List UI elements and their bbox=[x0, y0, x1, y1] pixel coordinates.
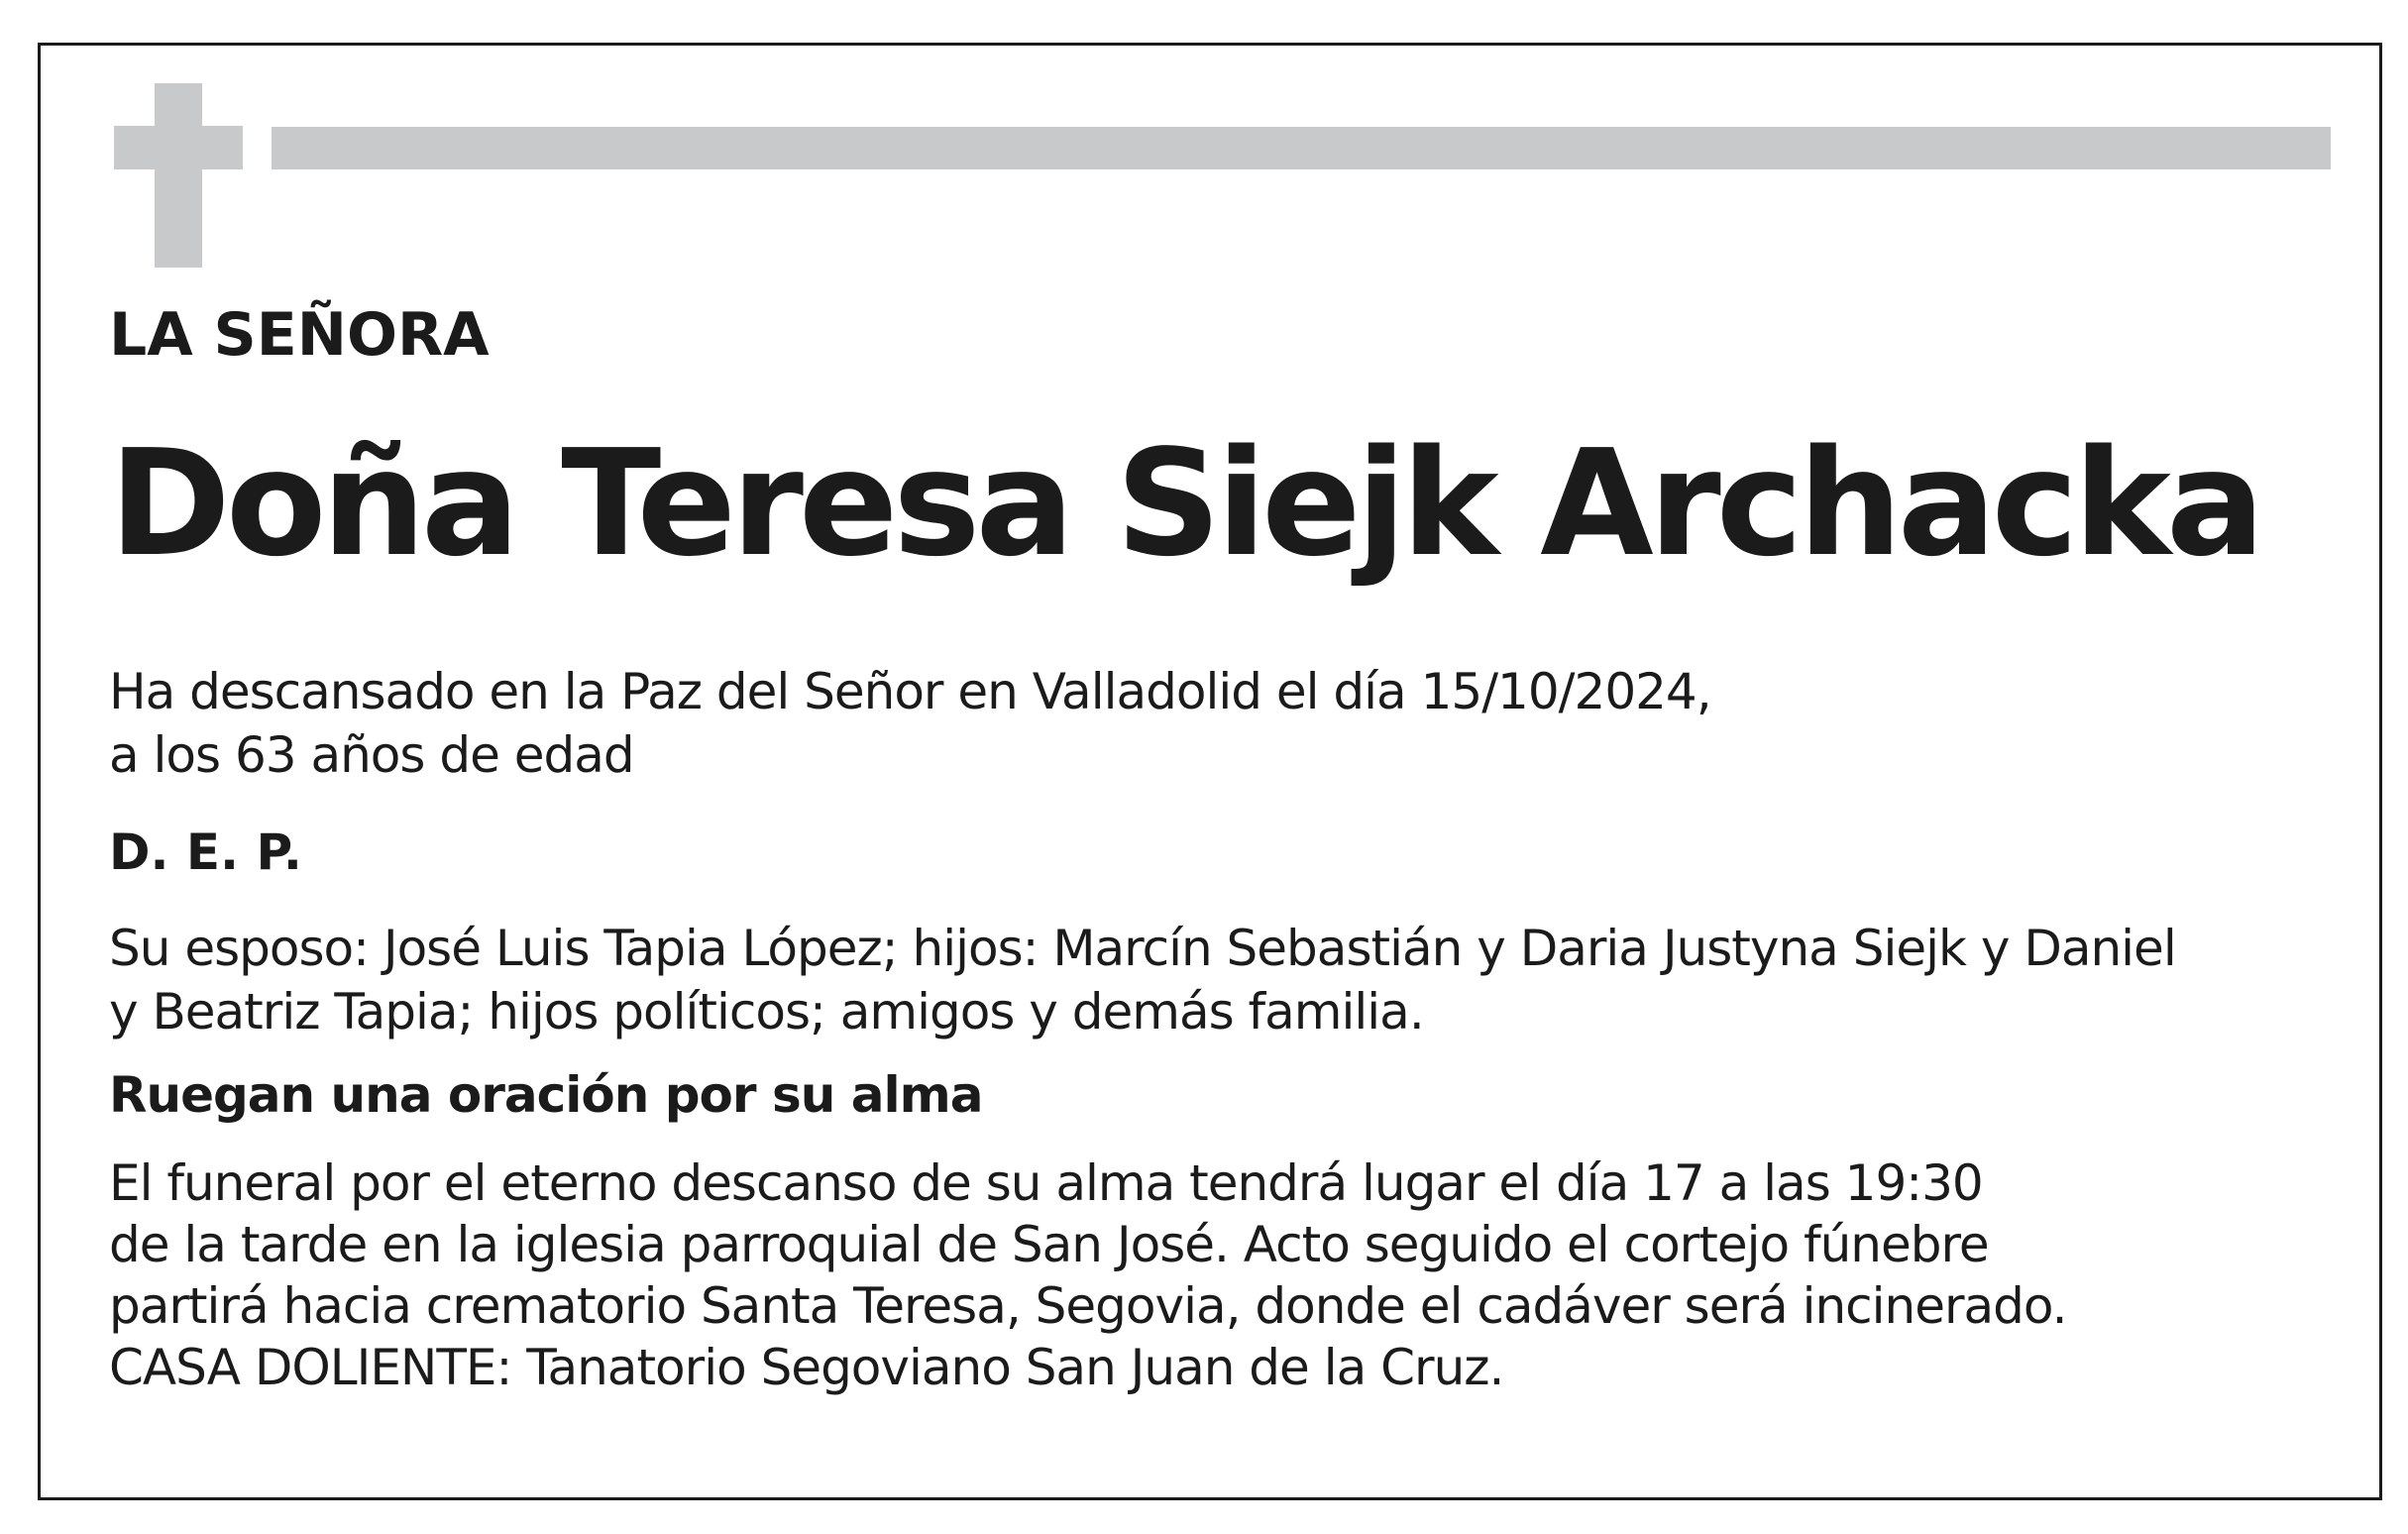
header-rule bbox=[272, 127, 2331, 169]
funeral-line-2: de la tarde en la iglesia parroquial de San José. Acto seguido el cortejo fúnebre bbox=[109, 1216, 1989, 1273]
prayer-request: Ruegan una oración por su alma bbox=[109, 1066, 983, 1124]
family-line-1: Su esposo: José Luis Tapia López; hijos: Marcín Sebastián y Daria Justyna Siejk y Daniel bbox=[109, 920, 2176, 977]
deceased-name: Doña Teresa Siejk Archacka bbox=[109, 418, 2260, 589]
cross-vertical-bar bbox=[155, 83, 202, 268]
death-line-1: Ha descansado en la Paz del Señor en Valladolid el día 15/10/2024, bbox=[109, 663, 1711, 720]
honorific: LA SEÑORA bbox=[109, 300, 490, 370]
funeral-line-3: partirá hacia crematorio Santa Teresa, Segovia, donde el cadáver será incinerado. bbox=[109, 1277, 2067, 1335]
family-line-2: y Beatriz Tapia; hijos políticos; amigos y demás familia. bbox=[109, 983, 1424, 1041]
funeral-line-1: El funeral por el eterno descanso de su alma tendrá lugar el día 17 a las 19:30 bbox=[109, 1154, 1983, 1212]
death-line-2: a los 63 años de edad bbox=[109, 726, 634, 784]
dep-label: D. E. P. bbox=[109, 823, 302, 881]
cross-horizontal-bar bbox=[114, 126, 243, 169]
funeral-line-4: CASA DOLIENTE: Tanatorio Segoviano San Juan de la Cruz. bbox=[109, 1339, 1504, 1396]
